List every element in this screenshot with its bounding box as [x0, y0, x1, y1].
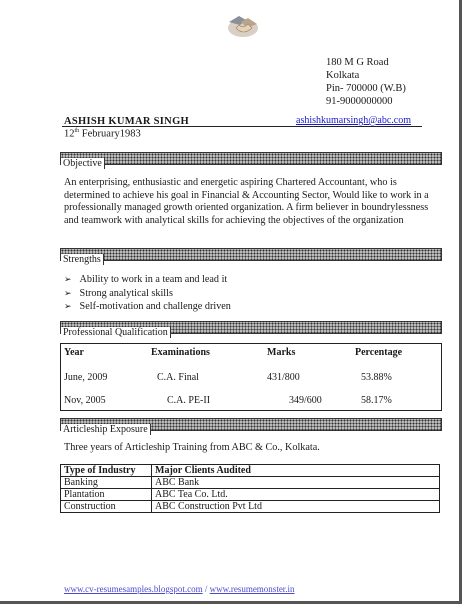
- column-header: Year: [64, 347, 84, 358]
- date-of-birth: [64, 128, 141, 140]
- list-item: ➢ Self-motivation and challenge driven: [64, 300, 231, 314]
- section-title: Professional Qualification: [61, 327, 171, 338]
- address-block: [326, 56, 406, 108]
- list-item: ➢ Ability to work in a team and lead it: [64, 273, 231, 287]
- column-header: Type of Industry: [61, 465, 152, 477]
- industry-table: [60, 464, 440, 513]
- table-row: [61, 489, 440, 501]
- table-cell: Banking: [61, 477, 152, 489]
- table-row: [61, 501, 440, 513]
- footer-separator: /: [202, 584, 210, 594]
- phone-number: 91-9000000000: [326, 96, 393, 107]
- section-title: Objective: [61, 158, 105, 169]
- footer-links: [64, 584, 295, 594]
- name-underline: [62, 126, 422, 127]
- table-cell: Construction: [61, 501, 152, 513]
- section-header-qualification: [60, 321, 442, 338]
- handshake-logo-icon: [226, 10, 260, 42]
- section-header-objective: [60, 152, 442, 169]
- address-line: 180 M G Road: [326, 57, 389, 68]
- footer-link-resumemonster[interactable]: www.resumemonster.in: [209, 584, 295, 594]
- table-cell: 53.88%: [361, 372, 392, 383]
- table-cell: ABC Construction Pvt Ltd: [152, 501, 440, 513]
- column-header: Major Clients Audited: [152, 465, 440, 477]
- column-header: Marks: [267, 347, 296, 358]
- dob-rest: February1983: [79, 128, 141, 140]
- section-header-articleship: [60, 418, 442, 435]
- articleship-text: Three years of Articleship Training from ABC & Co., Kolkata.: [64, 442, 320, 453]
- section-title: Articleship Exposure: [61, 424, 151, 435]
- email-link[interactable]: ashishkumarsingh@abc.com: [296, 115, 412, 126]
- table-cell: Nov, 2005: [64, 395, 106, 406]
- address-line: Pin- 700000 (W.B): [326, 83, 406, 94]
- footer-link-cv-resumesamples[interactable]: www.cv-resumesamples.blogspot.com: [64, 584, 203, 594]
- table-header-row: [61, 465, 440, 477]
- column-header: Examinations: [151, 347, 210, 358]
- strengths-list: [64, 273, 231, 314]
- table-cell: 349/600: [289, 395, 322, 406]
- table-cell: 431/800: [267, 372, 300, 383]
- table-cell: June, 2009: [64, 372, 108, 383]
- candidate-name: ASHISH KUMAR SINGH: [64, 116, 190, 127]
- section-title: Strengths: [61, 254, 104, 265]
- dob-suffix: th: [74, 128, 80, 134]
- objective-text: An enterprising, enthusiastic and energetic aspiring Chartered Accountant, who is determined to achieve his goal in Financial & Accounting Sector, Would like to work in a professionally managed growth oriented organization. A firm believer in boundrylessness and teamwork with analytical skills for achieving the objectives of the organization: [64, 177, 429, 226]
- table-cell: ABC Tea Co. Ltd.: [152, 489, 440, 501]
- address-line: Kolkata: [326, 70, 360, 81]
- dob-day: 12: [64, 128, 75, 140]
- qualification-table: [60, 343, 442, 411]
- table-cell: Plantation: [61, 489, 152, 501]
- table-row: [61, 477, 440, 489]
- table-cell: 58.17%: [361, 395, 392, 406]
- table-cell: C.A. PE-II: [167, 395, 211, 406]
- section-header-strengths: [60, 248, 442, 265]
- table-cell: C.A. Final: [157, 372, 199, 383]
- column-header: Percentage: [355, 347, 403, 358]
- list-item: ➢ Strong analytical skills: [64, 287, 231, 301]
- table-cell: ABC Bank: [152, 477, 440, 489]
